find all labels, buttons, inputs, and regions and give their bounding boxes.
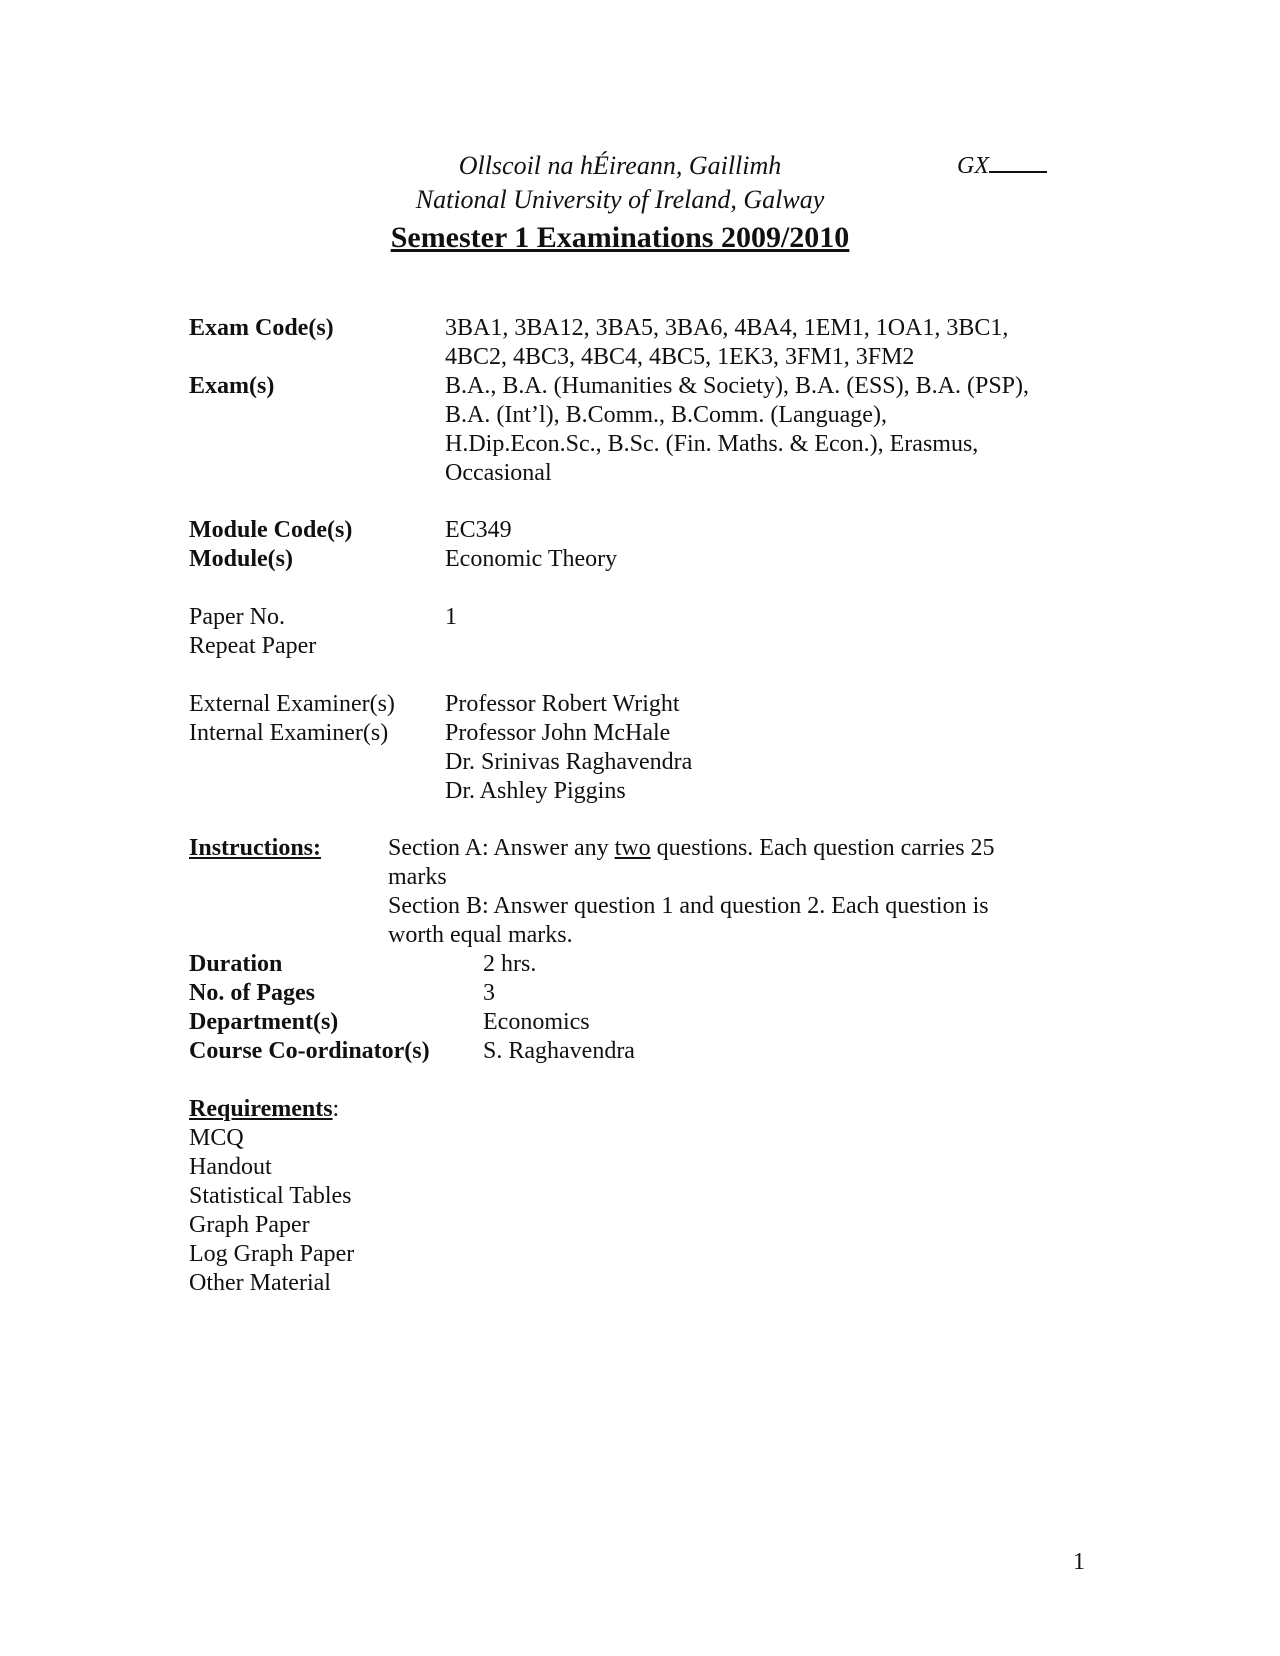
university-name-irish: Ollscoil na hÉireann, Gaillimh xyxy=(458,151,782,180)
gx-field xyxy=(957,150,1047,182)
requirement-item: Statistical Tables xyxy=(189,1183,352,1209)
pages-value: 3 xyxy=(483,980,495,1006)
repeat-paper-label: Repeat Paper xyxy=(189,633,317,659)
module-value: Economic Theory xyxy=(445,546,618,572)
requirement-item: Log Graph Paper xyxy=(189,1241,355,1267)
department-label: Department(s) xyxy=(189,1009,339,1035)
duration-value: 2 hrs. xyxy=(483,951,537,977)
module-label: Module(s) xyxy=(189,546,293,572)
internal-examiner-values xyxy=(445,719,692,806)
internal-examiner-name: Dr. Srinivas Raghavendra xyxy=(445,749,693,775)
gx-label: GX xyxy=(957,153,989,179)
section-a-line xyxy=(388,834,995,863)
section-a-emphasis: two xyxy=(614,835,651,861)
module-code-label: Module Code(s) xyxy=(189,517,353,543)
exam-title: Semester 1 Examinations 2009/2010 xyxy=(390,221,850,254)
exam-codes-label: Exam Code(s) xyxy=(189,315,334,341)
exams-line: H.Dip.Econ.Sc., B.Sc. (Fin. Maths. & Econ.), Erasmus, xyxy=(445,431,979,457)
university-name-english: National University of Ireland, Galway xyxy=(415,185,825,214)
exam-codes-line: 3BA1, 3BA12, 3BA5, 3BA6, 4BA4, 1EM1, 1OA1, 3BC1, xyxy=(445,315,1009,341)
exams-line: B.A., B.A. (Humanities & Society), B.A. (ESS), B.A. (PSP), xyxy=(445,373,1030,399)
requirements-label: Requirements xyxy=(189,1096,333,1122)
section-b-line2: worth equal marks. xyxy=(388,922,573,948)
exam-codes-value xyxy=(445,314,1008,372)
exam-codes-line: 4BC2, 4BC3, 4BC4, 4BC5, 1EK3, 3FM1, 3FM2 xyxy=(445,344,915,370)
paper-no-value: 1 xyxy=(445,604,457,630)
exams-value xyxy=(445,372,1029,488)
page-number: 1 xyxy=(1073,1549,1085,1575)
requirements-colon: : xyxy=(332,1096,340,1122)
exams-line: Occasional xyxy=(445,460,552,486)
section-b-line1: Section B: Answer question 1 and question 2. Each question is xyxy=(388,893,989,919)
module-code-value: EC349 xyxy=(445,517,512,543)
pages-label: No. of Pages xyxy=(189,980,315,1006)
coordinator-value: S. Raghavendra xyxy=(483,1038,635,1064)
instructions-label: Instructions: xyxy=(189,835,322,861)
coordinator-label: Course Co-ordinator(s) xyxy=(189,1038,430,1064)
internal-examiner-name: Professor John McHale xyxy=(445,720,671,746)
requirement-item: Graph Paper xyxy=(189,1212,310,1238)
exams-label: Exam(s) xyxy=(189,373,275,399)
requirement-item: MCQ xyxy=(189,1125,244,1151)
instructions-text xyxy=(388,834,995,950)
exams-line: B.A. (Int’l), B.Comm., B.Comm. (Language), xyxy=(445,402,887,428)
gx-blank-line xyxy=(989,151,1047,173)
section-a-prefix: Section A: Answer any xyxy=(388,835,615,861)
section-a-line2: marks xyxy=(388,864,447,890)
requirement-item: Other Material xyxy=(189,1270,331,1296)
department-value: Economics xyxy=(483,1009,590,1035)
paper-no-label: Paper No. xyxy=(189,604,285,630)
requirement-item: Handout xyxy=(189,1154,272,1180)
internal-examiner-label: Internal Examiner(s) xyxy=(189,720,389,746)
requirements-heading xyxy=(189,1095,339,1124)
external-examiner-value: Professor Robert Wright xyxy=(445,691,680,717)
duration-label: Duration xyxy=(189,951,283,977)
internal-examiner-name: Dr. Ashley Piggins xyxy=(445,778,626,804)
external-examiner-label: External Examiner(s) xyxy=(189,691,395,717)
requirements-list xyxy=(189,1124,354,1298)
section-a-suffix: questions. Each question carries 25 xyxy=(650,835,995,861)
